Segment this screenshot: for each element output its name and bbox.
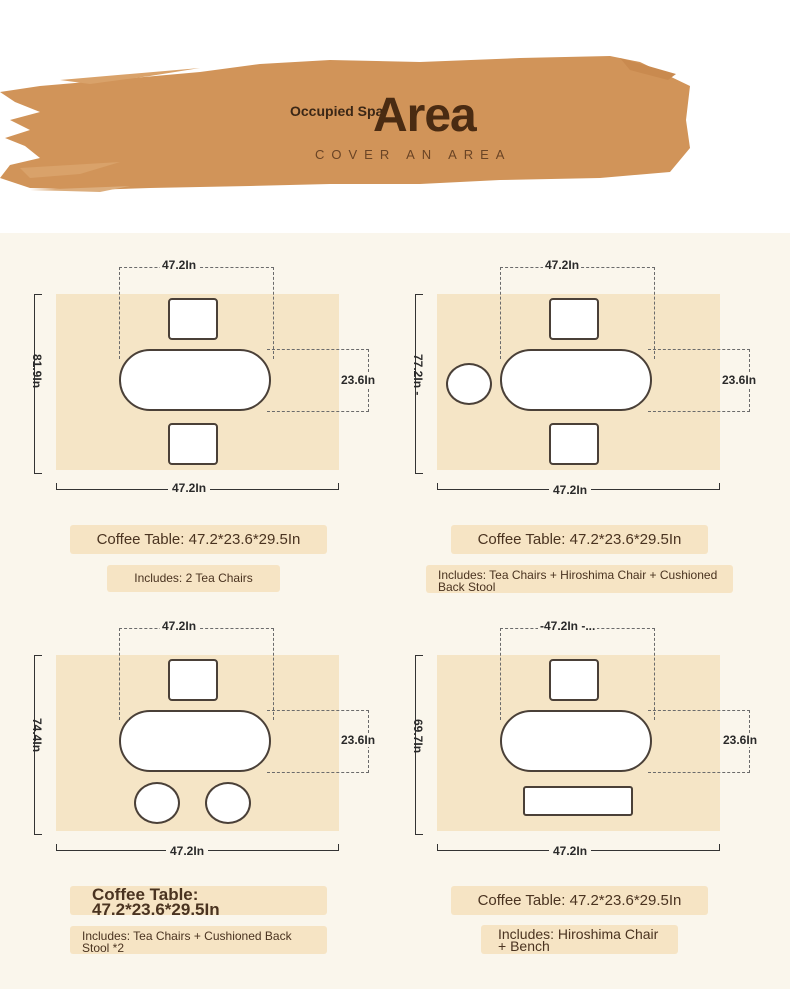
tick — [56, 844, 57, 850]
side-height-label: 74.4In — [30, 718, 44, 753]
layout-chairs-hiroshima-stool — [381, 240, 761, 594]
cushioned-stool — [205, 782, 251, 824]
top-width-label: -47.2In -... — [540, 619, 596, 633]
cushioned-stool — [134, 782, 180, 824]
header-title: Area — [373, 89, 476, 142]
layout-hiroshima-bench — [381, 601, 761, 954]
tick — [719, 483, 720, 489]
bottom-width-label: 47.2In — [166, 844, 208, 858]
table-depth-label: 23.6In — [722, 373, 757, 387]
top-width-label: 47.2In — [162, 258, 197, 272]
tea-chair — [549, 298, 599, 340]
includes-note: Includes: 2 Tea Chairs — [107, 565, 280, 592]
side-height-label: 69.7In — [411, 719, 425, 754]
tick — [34, 834, 42, 835]
tick — [338, 483, 339, 489]
bottom-width-label: 47.2In — [549, 483, 591, 497]
hiroshima-chair — [549, 659, 599, 701]
table-depth-label: 23.6In — [341, 733, 376, 747]
coffee-table — [500, 710, 652, 772]
tick — [415, 473, 423, 474]
layout-two-tea-chairs — [0, 240, 380, 585]
tea-chair — [168, 659, 218, 701]
table-spec: Coffee Table: 47.2*23.6*29.5In — [451, 525, 708, 554]
tea-chair — [549, 423, 599, 465]
includes-note: Includes: Hiroshima Chair + Bench — [481, 925, 678, 954]
bottom-width-label: 47.2In — [168, 481, 210, 495]
table-spec: Coffee Table: 47.2*23.6*29.5In — [70, 525, 327, 554]
side-height-label: 77.2In - — [411, 354, 425, 396]
tick — [34, 473, 42, 474]
table-spec: Coffee Table: 47.2*23.6*29.5In — [70, 886, 327, 915]
tick — [719, 844, 720, 850]
tick — [56, 483, 57, 489]
side-height-label: 81.9In — [30, 354, 44, 389]
tick — [437, 844, 438, 850]
cushioned-stool — [446, 363, 492, 405]
tick — [415, 834, 423, 835]
tick — [34, 655, 42, 656]
table-spec: Coffee Table: 47.2*23.6*29.5In — [451, 886, 708, 915]
tea-chair — [168, 298, 218, 340]
tea-chair — [168, 423, 218, 465]
coffee-table — [500, 349, 652, 411]
header-tagline: COVER AN AREA — [315, 147, 512, 162]
bottom-width-label: 47.2In — [549, 844, 591, 858]
bench — [523, 786, 633, 816]
table-depth-label: 23.6In — [723, 733, 758, 747]
includes-note: Includes: Tea Chairs + Cushioned Back Stool *2 — [70, 926, 327, 954]
layout-chairs-two-stools — [0, 601, 380, 955]
coffee-table — [119, 710, 271, 772]
tick — [338, 844, 339, 850]
tick — [34, 294, 42, 295]
tick — [415, 655, 423, 656]
includes-note: Includes: Tea Chairs + Hiroshima Chair + Cushioned Back Stool — [426, 565, 733, 593]
top-width-label: 47.2In — [545, 258, 580, 272]
header-subtitle: Occupied Spa — [290, 103, 384, 119]
top-width-label: 47.2In — [162, 619, 197, 633]
tick — [437, 483, 438, 489]
table-depth-label: 23.6In — [341, 373, 376, 387]
coffee-table — [119, 349, 271, 411]
tick — [415, 294, 423, 295]
brush-stroke-banner — [0, 50, 700, 195]
